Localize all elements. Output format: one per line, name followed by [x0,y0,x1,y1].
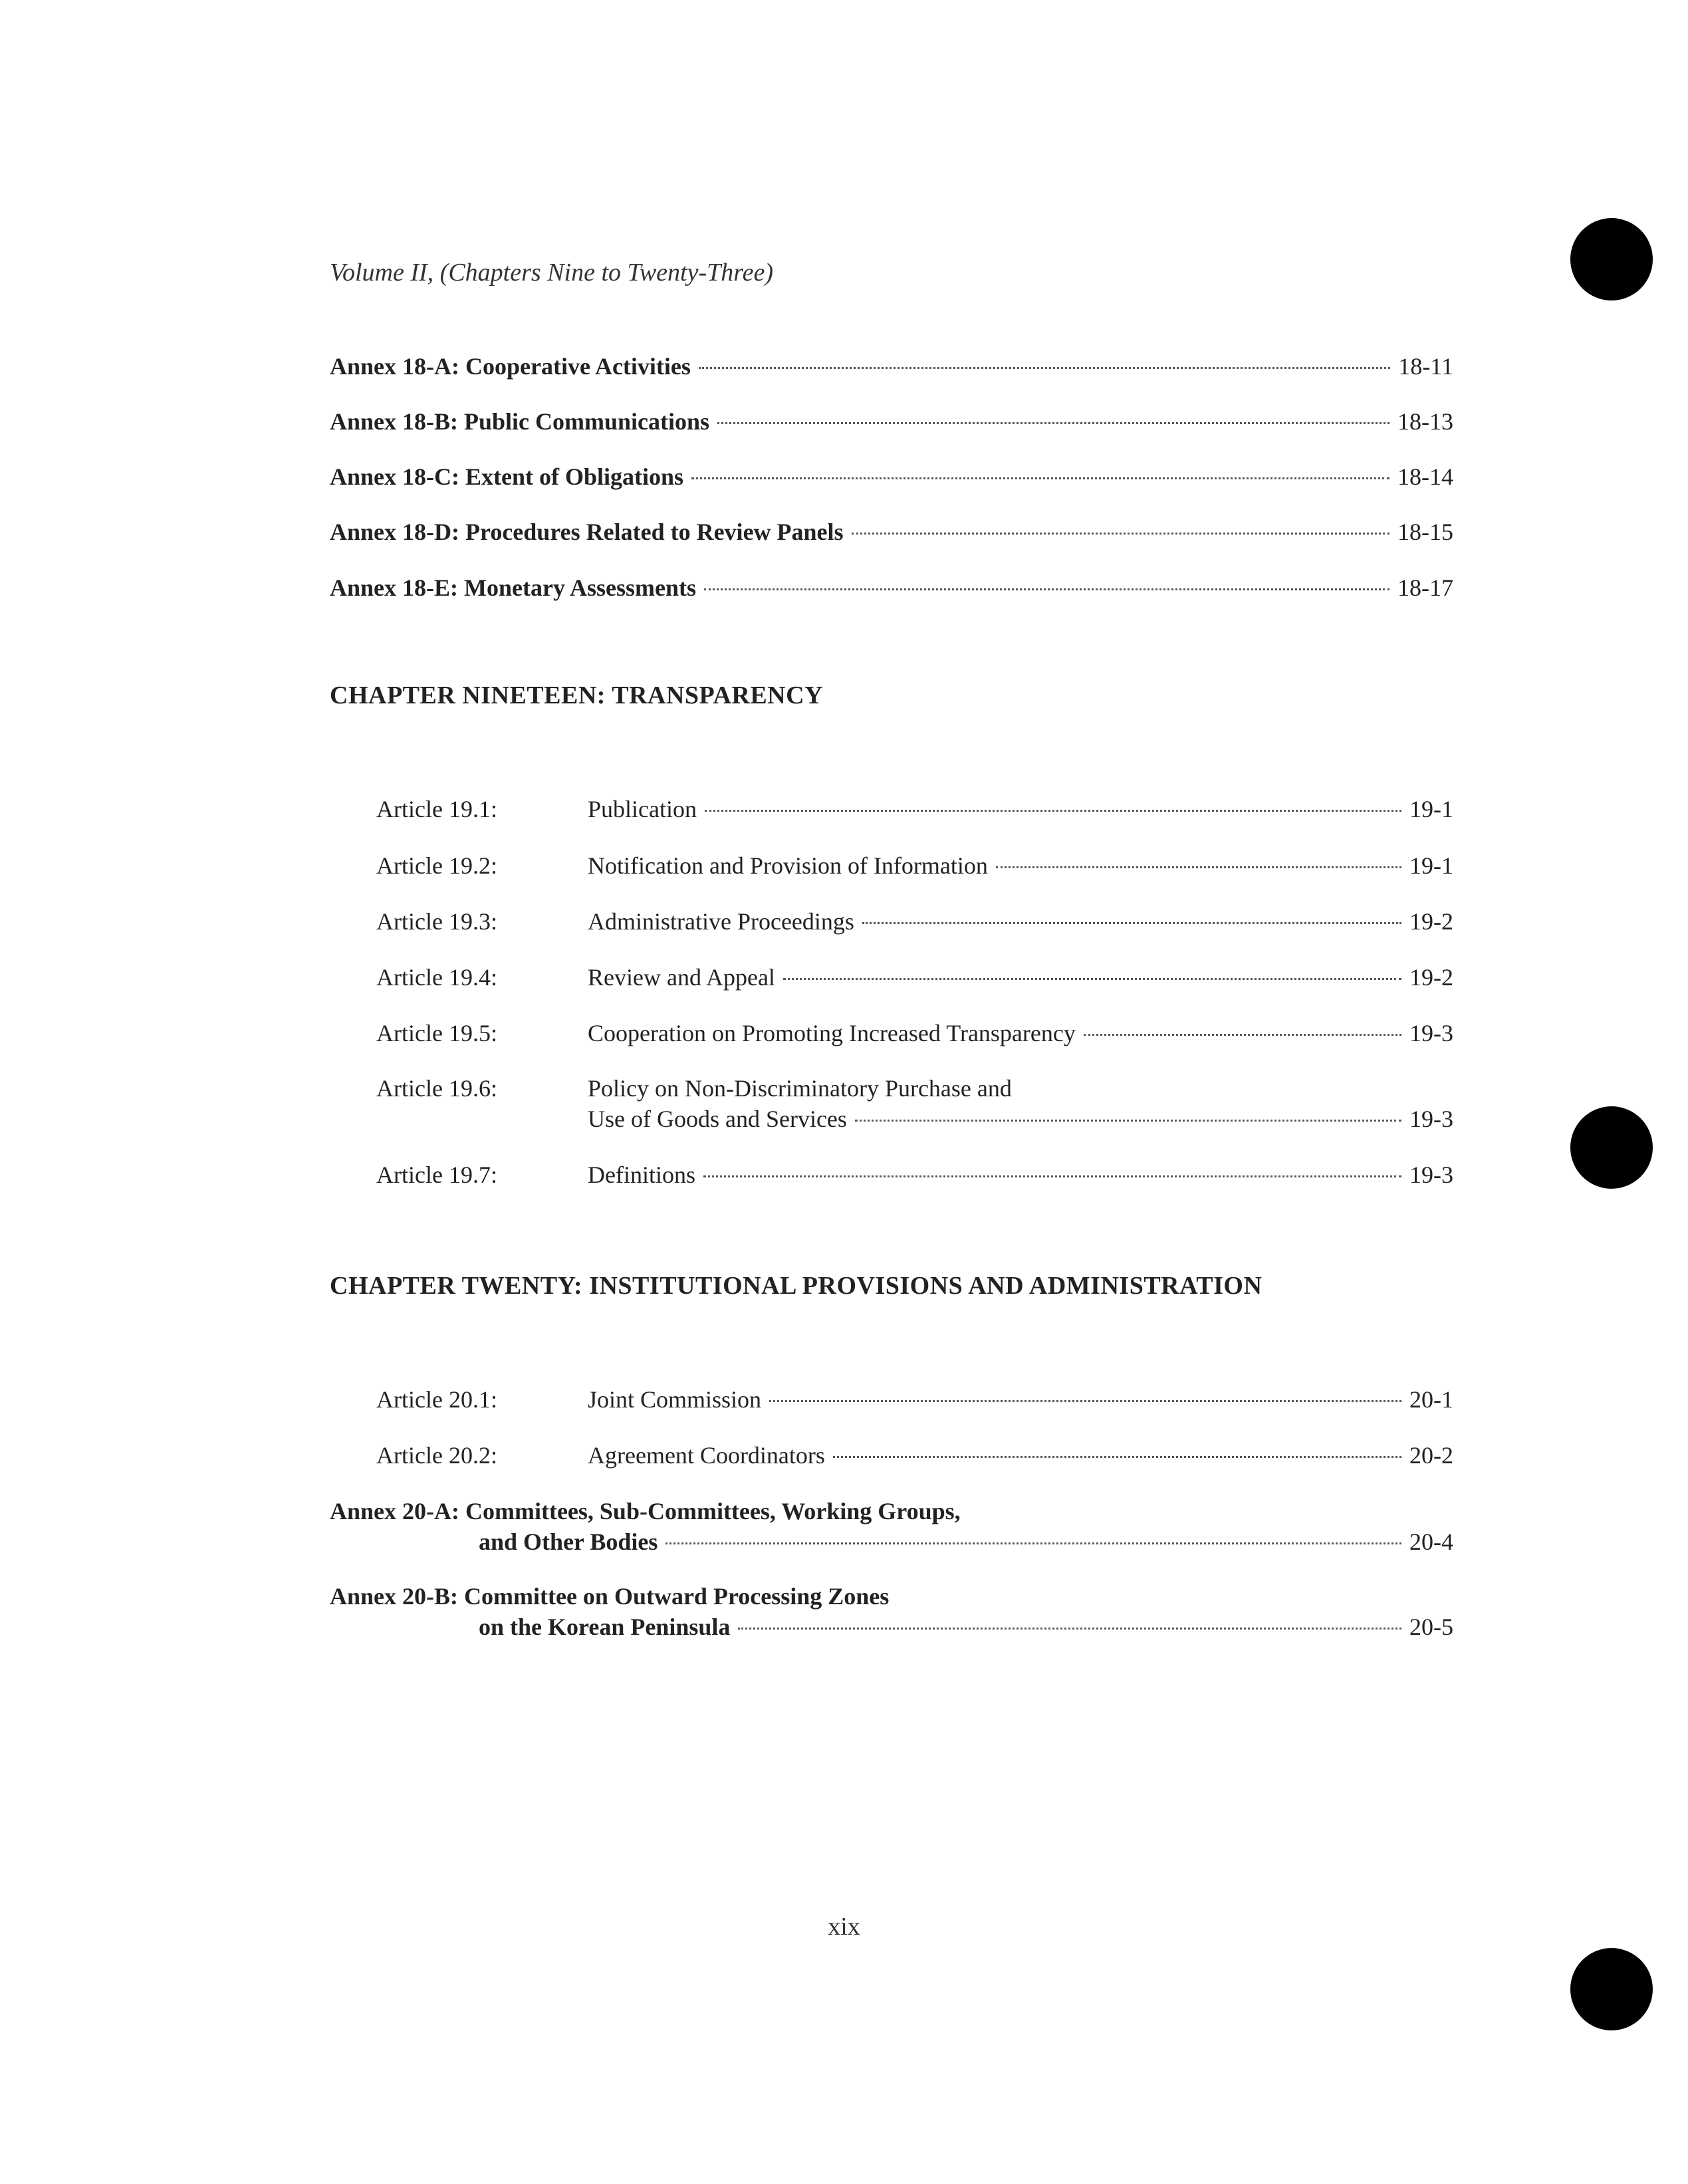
toc-entry-article-19-4[interactable] [376,962,1453,993]
entry-title-line2: and Other Bodies [479,1528,658,1555]
toc-entry-annex-18c[interactable] [330,461,1453,492]
page-number: 19-2 [1409,908,1453,935]
toc-entry-article-19-2[interactable] [376,850,1453,881]
volume-header: Volume II, (Chapters Nine to Twenty-Three) [330,259,774,287]
toc-entry-article-19-6[interactable] [588,1104,1453,1134]
toc-entry-annex-20a[interactable] [479,1526,1453,1557]
dot-leader [852,533,1389,535]
entry-title-line2: on the Korean Peninsula [479,1614,731,1640]
page-number: 18-15 [1397,519,1453,545]
binder-hole-middle [1570,1106,1653,1189]
dot-leader [769,1400,1401,1402]
entry-title: Notification and Provision of Information [588,852,988,879]
toc-entry-annex-18d[interactable] [330,517,1453,547]
dot-leader [699,367,1390,369]
dot-leader [738,1628,1401,1630]
toc-entry-annex-18a[interactable] [330,351,1453,382]
binder-hole-top [1570,218,1653,301]
dot-leader [665,1542,1401,1544]
toc-entry-annex-20b[interactable] [479,1612,1453,1642]
dot-leader [704,588,1389,590]
toc-entry-article-20-2[interactable] [376,1440,1453,1471]
page-number: 20-1 [1409,1386,1453,1413]
article-number: Article 19.5: [376,1020,497,1046]
article-number: Article 20.2: [376,1442,497,1469]
entry-title: Agreement Coordinators [588,1442,825,1469]
toc-entry-annex-18b[interactable] [330,406,1453,437]
page-number: 18-13 [1397,408,1453,435]
page-number: 19-3 [1409,1020,1453,1046]
annex-20a-line1: Annex 20-A: Committees, Sub-Committees, Working Groups, [330,1498,961,1524]
page-number: 18-14 [1397,463,1453,490]
entry-title: Administrative Proceedings [588,908,854,935]
entry-title: Publication [588,796,697,822]
toc-entry-article-19-5[interactable] [376,1018,1453,1048]
article-number: Article 19.2: [376,852,497,879]
dot-leader [833,1456,1401,1458]
entry-title: Joint Commission [588,1386,762,1413]
entry-title-line2: Use of Goods and Services [588,1106,847,1132]
page-number: 20-2 [1409,1442,1453,1469]
entry-title: Annex 18-A: Cooperative Activities [330,353,691,380]
toc-entry-article-20-1[interactable] [376,1384,1453,1415]
page-number: 19-1 [1409,796,1453,822]
article-number: Article 19.4: [376,964,497,991]
page-number: 19-3 [1409,1161,1453,1188]
entry-title: Annex 18-D: Procedures Related to Review Panels [330,519,844,545]
page-number: 18-17 [1397,574,1453,601]
dot-leader [783,978,1401,980]
page-number: 19-3 [1409,1106,1453,1132]
article-number: Article 19.3: [376,908,497,935]
entry-title: Annex 18-B: Public Communications [330,408,710,435]
binder-hole-bottom [1570,1948,1653,2030]
toc-entry-article-19-3[interactable] [376,906,1453,937]
page-number: 20-5 [1409,1614,1453,1640]
page-number: 18-11 [1398,353,1453,380]
entry-title: Annex 18-C: Extent of Obligations [330,463,684,490]
page-number: 20-4 [1409,1528,1453,1555]
page-number: 19-2 [1409,964,1453,991]
dot-leader [717,422,1389,424]
dot-leader [1084,1034,1401,1036]
dot-leader [691,477,1389,479]
toc-entry-article-19-7[interactable] [376,1159,1453,1190]
article-number: Article 19.6: [376,1075,497,1102]
toc-entry-annex-18e[interactable] [330,572,1453,603]
entry-title: Review and Appeal [588,964,775,991]
dot-leader [855,1120,1401,1122]
page-number: 19-1 [1409,852,1453,879]
dot-leader [705,810,1401,812]
dot-leader [862,922,1401,924]
entry-title: Annex 18-E: Monetary Assessments [330,574,696,601]
entry-title-line1: Policy on Non-Discriminatory Purchase and [588,1075,1012,1102]
toc-entry-article-19-1[interactable] [376,794,1453,824]
article-number: Article 19.1: [376,796,497,822]
annex-20b-line1: Annex 20-B: Committee on Outward Processing Zones [330,1583,890,1610]
page-folio: xix [828,1913,860,1941]
chapter-20-heading: CHAPTER TWENTY: INSTITUTIONAL PROVISIONS AND ADMINISTRATION [330,1272,1263,1300]
chapter-19-heading: CHAPTER NINETEEN: TRANSPARENCY [330,681,824,709]
entry-title: Definitions [588,1161,695,1188]
dot-leader [703,1175,1401,1177]
entry-title: Cooperation on Promoting Increased Transparency [588,1020,1076,1046]
article-number: Article 20.1: [376,1386,497,1413]
article-number: Article 19.7: [376,1161,497,1188]
dot-leader [996,866,1401,868]
